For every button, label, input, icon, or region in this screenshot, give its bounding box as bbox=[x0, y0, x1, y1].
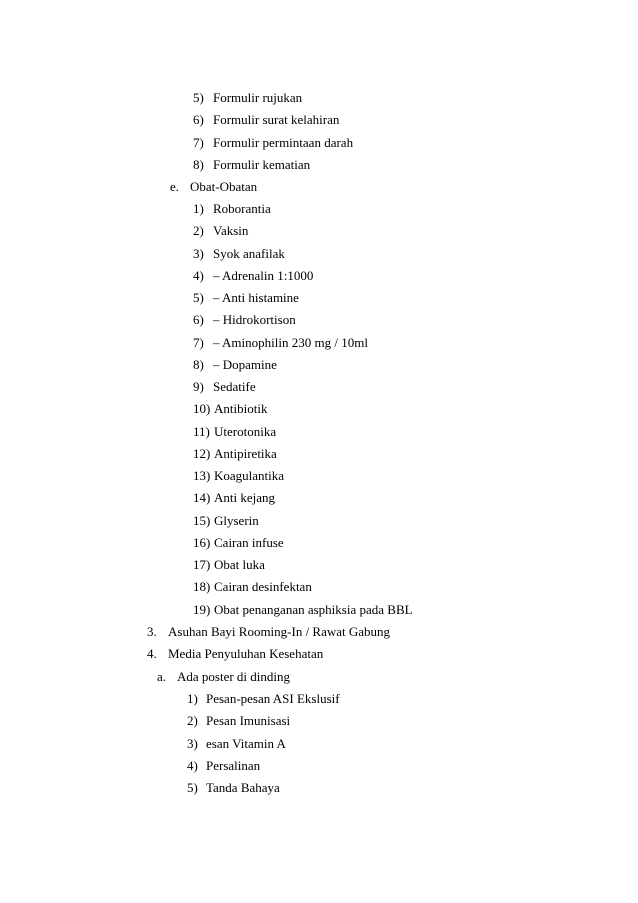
list-number: 6) bbox=[193, 112, 204, 127]
list-text: – Anti histamine bbox=[213, 290, 299, 305]
list-number: 1) bbox=[193, 201, 204, 216]
list-number: 8) bbox=[193, 157, 204, 172]
list-text: – Adrenalin 1:1000 bbox=[213, 268, 314, 283]
list-number: 3) bbox=[187, 736, 198, 751]
list-text: Cairan infuse bbox=[214, 535, 284, 550]
list-number: 16) bbox=[193, 535, 211, 550]
list-text: Roborantia bbox=[213, 201, 271, 216]
list-text: Obat luka bbox=[214, 557, 265, 572]
subsection-number: a. bbox=[157, 669, 167, 684]
list-number: 7) bbox=[193, 335, 204, 350]
list-number: 10) bbox=[193, 401, 211, 416]
list-text: Uterotonika bbox=[214, 424, 277, 439]
list-text: Syok anafilak bbox=[213, 246, 285, 261]
list-text: Formulir kematian bbox=[213, 157, 311, 172]
list-text: Pesan-pesan ASI Ekslusif bbox=[206, 691, 340, 706]
list-text: Antipiretika bbox=[214, 446, 277, 461]
section-number: 4. bbox=[147, 646, 157, 661]
list-text: Pesan Imunisasi bbox=[206, 713, 291, 728]
list-number: 5) bbox=[193, 290, 204, 305]
list-number: 1) bbox=[187, 691, 198, 706]
list-number: 5) bbox=[187, 780, 198, 795]
list-number: 4) bbox=[187, 758, 198, 773]
list-text: Koagulantika bbox=[214, 468, 285, 483]
section-number: e. bbox=[170, 179, 180, 194]
list-text: Obat penanganan asphiksia pada BBL bbox=[214, 602, 413, 617]
list-number: 15) bbox=[193, 513, 211, 528]
section-title: Asuhan Bayi Rooming-In / Rawat Gabung bbox=[168, 624, 391, 639]
list-text: Sedatife bbox=[213, 379, 256, 394]
list-text: Formulir surat kelahiran bbox=[213, 112, 340, 127]
list-text: Persalinan bbox=[206, 758, 261, 773]
list-number: 14) bbox=[193, 490, 211, 505]
list-text: Vaksin bbox=[213, 223, 249, 238]
list-number: 2) bbox=[187, 713, 198, 728]
list-text: Antibiotik bbox=[214, 401, 268, 416]
list-text: Glyserin bbox=[214, 513, 259, 528]
list-number: 4) bbox=[193, 268, 204, 283]
list-number: 8) bbox=[193, 357, 204, 372]
list-number: 5) bbox=[193, 90, 204, 105]
subsection-title: Ada poster di dinding bbox=[177, 669, 291, 684]
list-number: 17) bbox=[193, 557, 211, 572]
section-title: Media Penyuluhan Kesehatan bbox=[168, 646, 324, 661]
list-number: 11) bbox=[193, 424, 210, 439]
list-text: Formulir permintaan darah bbox=[213, 135, 354, 150]
list-number: 9) bbox=[193, 379, 204, 394]
list-text: – Hidrokortison bbox=[213, 312, 296, 327]
section-title: Obat-Obatan bbox=[190, 179, 258, 194]
list-text: esan Vitamin A bbox=[206, 736, 286, 751]
list-number: 19) bbox=[193, 602, 211, 617]
list-text: Formulir rujukan bbox=[213, 90, 303, 105]
list-number: 2) bbox=[193, 223, 204, 238]
list-text: – Aminophilin 230 mg / 10ml bbox=[213, 335, 368, 350]
section-number: 3. bbox=[147, 624, 157, 639]
list-number: 13) bbox=[193, 468, 211, 483]
list-text: – Dopamine bbox=[213, 357, 277, 372]
list-number: 7) bbox=[193, 135, 204, 150]
list-number: 18) bbox=[193, 579, 211, 594]
list-number: 12) bbox=[193, 446, 211, 461]
list-number: 3) bbox=[193, 246, 204, 261]
list-text: Anti kejang bbox=[214, 490, 276, 505]
list-number: 6) bbox=[193, 312, 204, 327]
list-text: Cairan desinfektan bbox=[214, 579, 312, 594]
list-text: Tanda Bahaya bbox=[206, 780, 280, 795]
